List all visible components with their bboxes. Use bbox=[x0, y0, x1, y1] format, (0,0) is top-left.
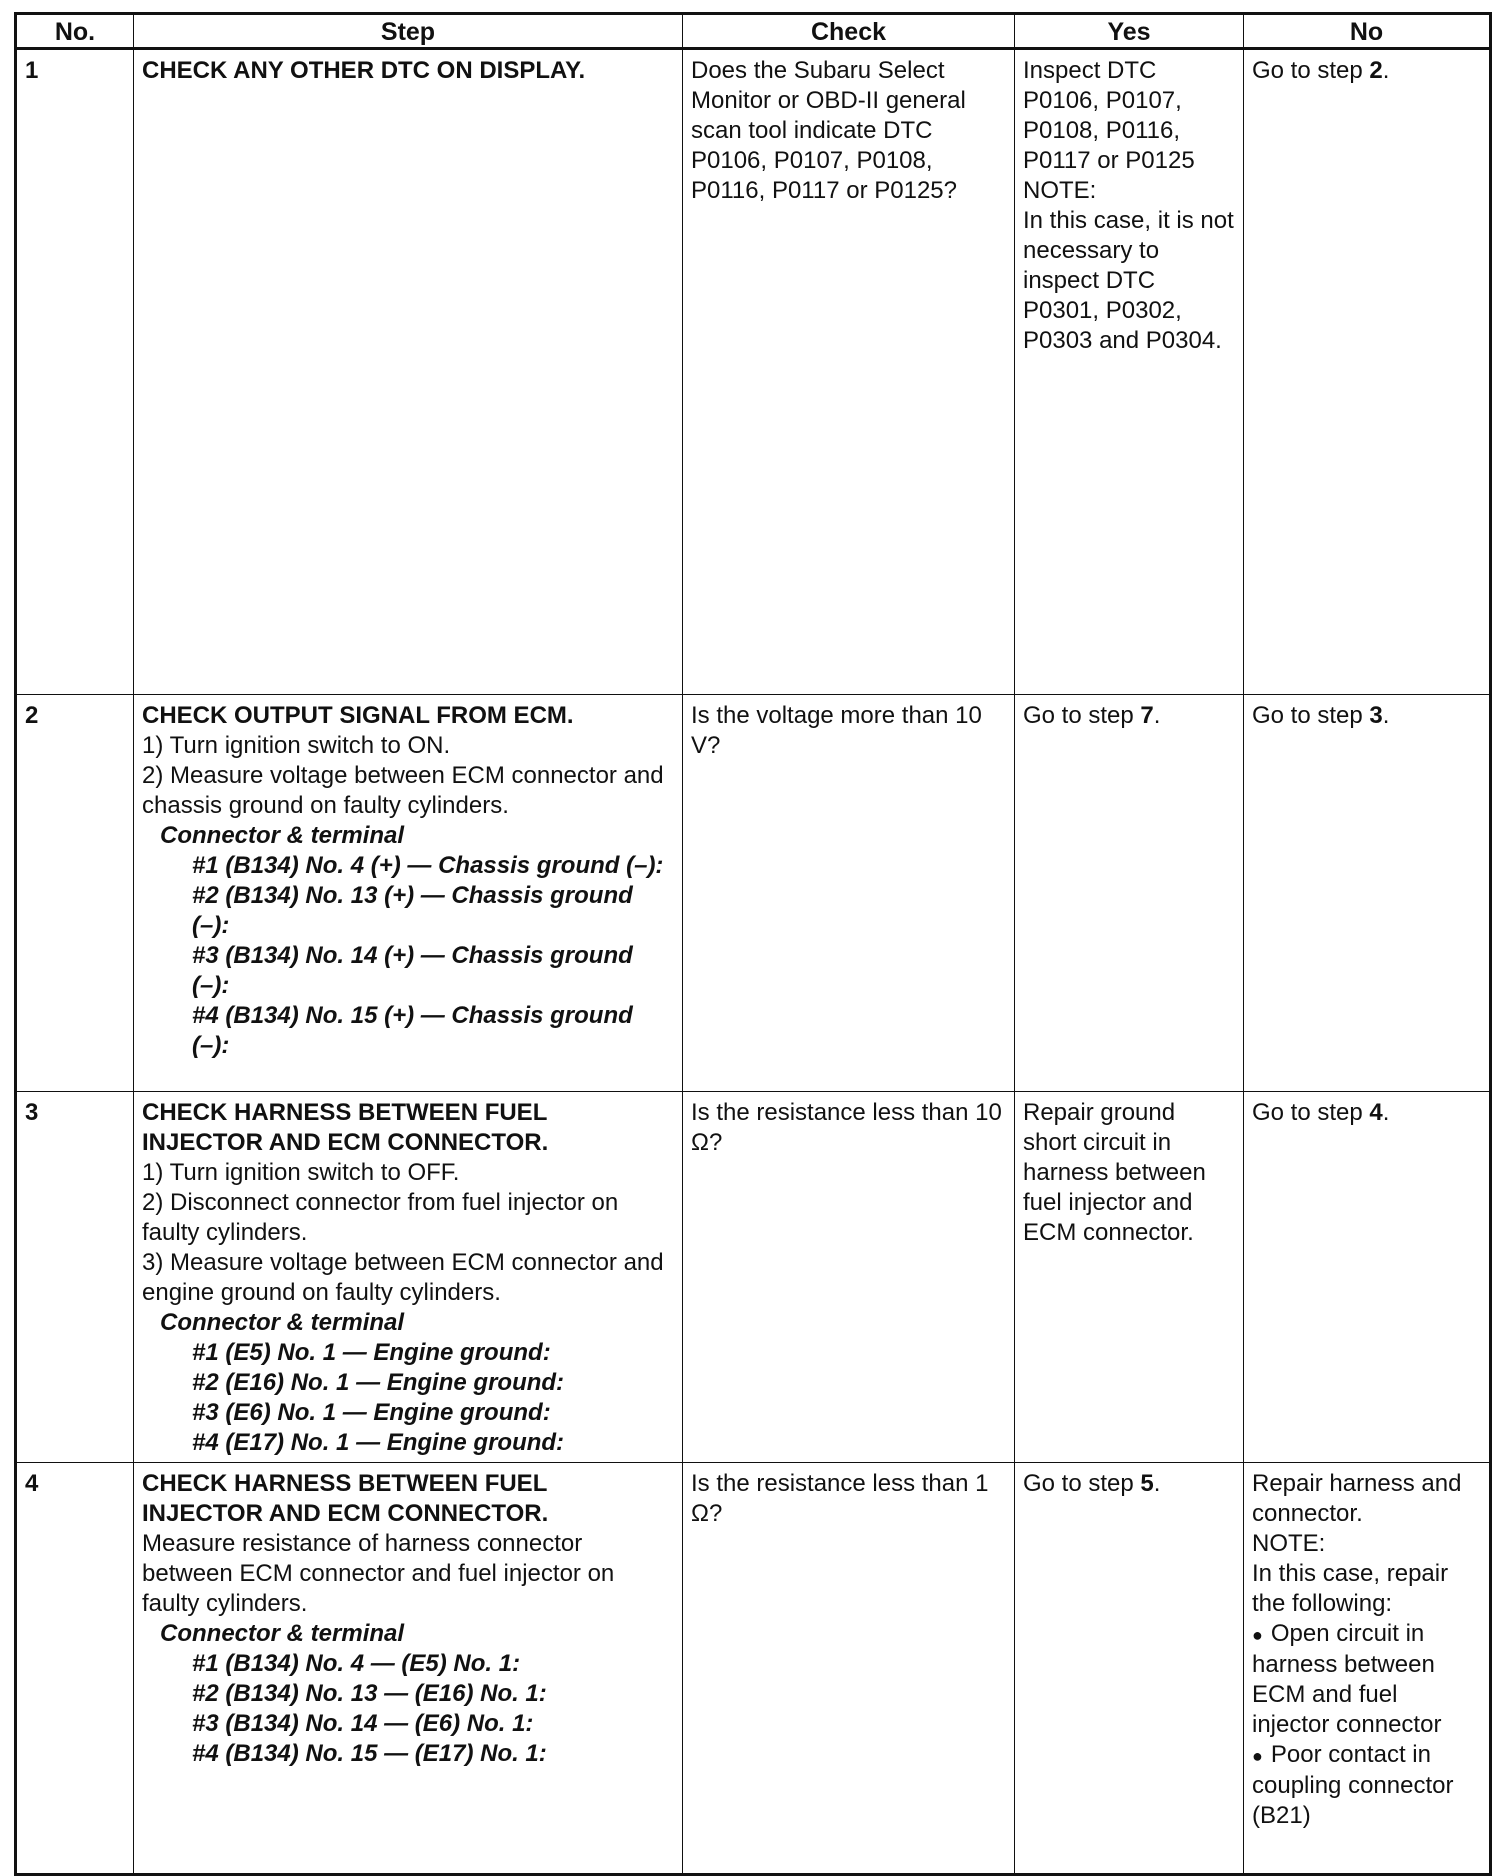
goto-text: Go to step bbox=[1252, 57, 1370, 84]
no-cell bbox=[1244, 49, 1491, 695]
step-cell bbox=[134, 1463, 683, 1875]
step-instruction: 3) Measure voltage between ECM connector and engine ground on faulty cylinders. bbox=[142, 1249, 664, 1306]
yes-cell bbox=[1015, 49, 1244, 695]
step-instruction: 1) Turn ignition switch to ON. bbox=[142, 732, 451, 759]
connector-terminal-item: #4 (E17) No. 1 — Engine ground: bbox=[192, 1429, 565, 1456]
note-label: NOTE: bbox=[1252, 1530, 1326, 1557]
connector-terminal-item: #4 (B134) No. 15 (+) — Chassis ground (–): bbox=[192, 1002, 633, 1059]
yes-cell bbox=[1015, 1463, 1244, 1875]
header-step: Step bbox=[134, 14, 683, 49]
step-instruction: 2) Measure voltage between ECM connector and chassis ground on faulty cylinders. bbox=[142, 762, 664, 819]
no-cell bbox=[1244, 695, 1491, 1092]
table-header bbox=[16, 14, 1491, 49]
connector-terminal-heading: Connector & terminal bbox=[160, 1309, 405, 1336]
step-cell bbox=[134, 49, 683, 695]
table-row bbox=[16, 49, 1491, 695]
note-text: In this case, it is not necessary to inspect DTC P0301, P0302, P0303 and P0304. bbox=[1023, 207, 1234, 354]
goto-step-number: 2 bbox=[1369, 57, 1383, 84]
step-title: CHECK OUTPUT SIGNAL FROM ECM. bbox=[142, 702, 574, 729]
bullet-item bbox=[1252, 1740, 1481, 1831]
check-cell: Is the voltage more than 10 V? bbox=[683, 695, 1015, 1092]
connector-terminal-item: #1 (B134) No. 4 — (E5) No. 1: bbox=[192, 1650, 521, 1677]
goto-suffix: . bbox=[1153, 1470, 1161, 1497]
goto-suffix: . bbox=[1153, 702, 1161, 729]
step-title: CHECK ANY OTHER DTC ON DISPLAY. bbox=[142, 57, 586, 84]
diagnostic-procedure-sheet bbox=[14, 12, 1489, 1876]
connector-terminal-item: #3 (B134) No. 14 — (E6) No. 1: bbox=[192, 1710, 534, 1737]
bullet-icon: ● bbox=[1252, 1746, 1263, 1766]
connector-terminal-heading: Connector & terminal bbox=[160, 1620, 405, 1647]
connector-terminal-item: #1 (E5) No. 1 — Engine ground: bbox=[192, 1339, 551, 1366]
yes-text: Inspect DTC P0106, P0107, P0108, P0116, P0117 or P0125 bbox=[1023, 57, 1195, 174]
bullet-item bbox=[1252, 1619, 1481, 1740]
bullet-text: Poor contact in coupling connector (B21) bbox=[1252, 1741, 1454, 1829]
connector-terminal-item: #3 (B134) No. 14 (+) — Chassis ground (–): bbox=[192, 942, 633, 999]
no-text: Repair harness and connector. bbox=[1252, 1470, 1462, 1527]
goto-suffix: . bbox=[1382, 702, 1390, 729]
step-title: CHECK HARNESS BETWEEN FUEL INJECTOR AND ECM CONNECTOR. bbox=[142, 1470, 549, 1527]
check-cell: Is the resistance less than 1 Ω? bbox=[683, 1463, 1015, 1875]
table-row bbox=[16, 1092, 1491, 1463]
table-row bbox=[16, 1463, 1491, 1875]
check-cell: Is the resistance less than 10 Ω? bbox=[683, 1092, 1015, 1463]
goto-step-number: 7 bbox=[1140, 702, 1154, 729]
no-cell bbox=[1244, 1463, 1491, 1875]
diagnostic-table bbox=[14, 12, 1492, 1876]
connector-terminal-item: #2 (E16) No. 1 — Engine ground: bbox=[192, 1369, 565, 1396]
header-no-result: No bbox=[1244, 14, 1491, 49]
connector-terminal-item: #2 (B134) No. 13 — (E16) No. 1: bbox=[192, 1680, 547, 1707]
no-cell bbox=[1244, 1092, 1491, 1463]
goto-text: Go to step bbox=[1252, 1099, 1370, 1126]
yes-cell: Repair ground short circuit in harness between fuel injector and ECM connector. bbox=[1015, 1092, 1244, 1463]
step-cell bbox=[134, 1092, 683, 1463]
yes-cell bbox=[1015, 695, 1244, 1092]
connector-terminal-item: #2 (B134) No. 13 (+) — Chassis ground (–): bbox=[192, 882, 633, 939]
check-cell: Does the Subaru Select Monitor or OBD-II general scan tool indicate DTC P0106, P0107, P0108, P0116, P0117 or P0125? bbox=[683, 49, 1015, 695]
note-label: NOTE: bbox=[1023, 177, 1097, 204]
connector-terminal-item: #4 (B134) No. 15 — (E17) No. 1: bbox=[192, 1740, 547, 1767]
table-row bbox=[16, 695, 1491, 1092]
header-no: No. bbox=[16, 14, 134, 49]
goto-text: Go to step bbox=[1252, 702, 1370, 729]
goto-step-number: 5 bbox=[1140, 1470, 1154, 1497]
goto-suffix: . bbox=[1382, 1099, 1390, 1126]
step-instruction: 1) Turn ignition switch to OFF. bbox=[142, 1159, 460, 1186]
step-title: CHECK HARNESS BETWEEN FUEL INJECTOR AND ECM CONNECTOR. bbox=[142, 1099, 549, 1156]
step-number: 4 bbox=[16, 1463, 134, 1875]
goto-text: Go to step bbox=[1023, 702, 1141, 729]
connector-terminal-item: #1 (B134) No. 4 (+) — Chassis ground (–): bbox=[192, 852, 664, 879]
step-instruction: 2) Disconnect connector from fuel injector on faulty cylinders. bbox=[142, 1189, 619, 1246]
step-instruction: Measure resistance of harness connector between ECM connector and fuel injector on faulty cylinders. bbox=[142, 1530, 615, 1617]
goto-suffix: . bbox=[1382, 57, 1390, 84]
note-text: In this case, repair the following: bbox=[1252, 1560, 1449, 1617]
header-yes: Yes bbox=[1015, 14, 1244, 49]
goto-step-number: 4 bbox=[1369, 1099, 1383, 1126]
header-row bbox=[16, 14, 1491, 49]
bullet-text: Open circuit in harness between ECM and fuel injector connector bbox=[1252, 1620, 1442, 1738]
connector-terminal-heading: Connector & terminal bbox=[160, 822, 405, 849]
connector-terminal-item: #3 (E6) No. 1 — Engine ground: bbox=[192, 1399, 551, 1426]
step-cell bbox=[134, 695, 683, 1092]
step-number: 2 bbox=[16, 695, 134, 1092]
bullet-icon: ● bbox=[1252, 1625, 1263, 1645]
goto-text: Go to step bbox=[1023, 1470, 1141, 1497]
step-number: 1 bbox=[16, 49, 134, 695]
goto-step-number: 3 bbox=[1369, 702, 1383, 729]
step-number: 3 bbox=[16, 1092, 134, 1463]
header-check: Check bbox=[683, 14, 1015, 49]
